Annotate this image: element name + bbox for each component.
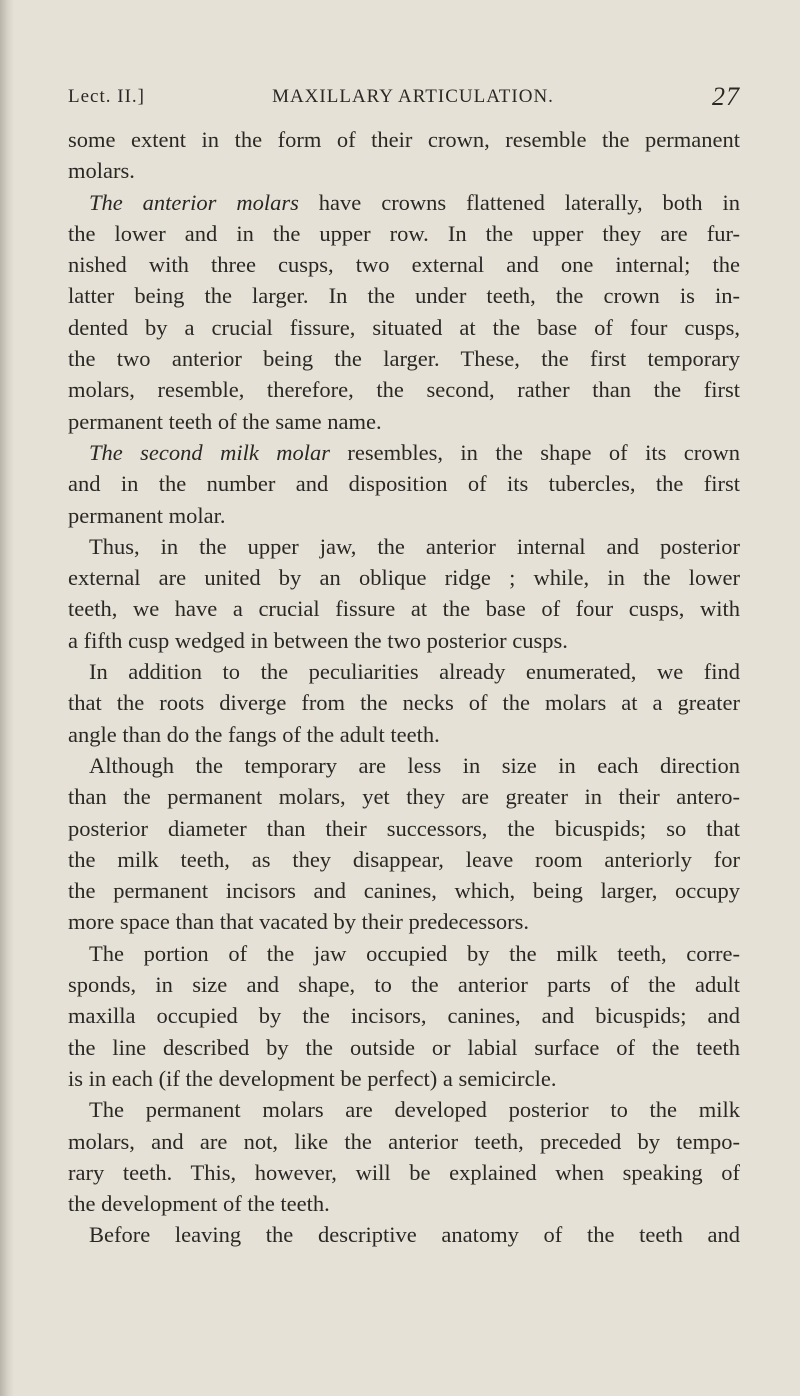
text-line (68, 374, 740, 405)
line-text: sponds, in size and shape, to the anterior parts of the adult (68, 972, 740, 998)
line-text: angle than do the fangs of the adult teeth. (68, 721, 440, 747)
text-line (68, 249, 740, 280)
page-edge-shadow (0, 0, 14, 1396)
line-text: Before leaving the descriptive anatomy of the teeth and (89, 1222, 740, 1248)
text-line (68, 437, 740, 468)
line-text: resembles, in the shape of its crown (330, 439, 740, 465)
line-text: that the roots diverge from the necks of the molars at a greater (68, 690, 740, 716)
line-text: the permanent incisors and canines, which, being larger, occupy (68, 878, 740, 904)
line-text: molars. (68, 158, 135, 184)
text-line (68, 406, 740, 437)
line-text: nished with three cusps, two external and one internal; the (68, 252, 740, 278)
text-line (68, 719, 740, 750)
line-text: molars, resemble, therefore, the second, rather than the first (68, 377, 740, 403)
line-text: teeth, we have a crucial fissure at the base of four cusps, with (68, 596, 740, 622)
line-text: and in the number and disposition of its tubercles, the first (68, 471, 740, 497)
text-line (68, 312, 740, 343)
line-text: permanent molar. (68, 502, 226, 528)
line-text: posterior diameter than their successors, the bicuspids; so that (68, 815, 740, 841)
line-text: some extent in the form of their crown, resemble the permanent (68, 127, 740, 152)
page-number: 27 (712, 82, 740, 111)
line-text: the line described by the outside or labial surface of the teeth (68, 1034, 740, 1060)
text-line (68, 468, 740, 499)
text-line (68, 531, 740, 562)
line-text: the development of the teeth. (68, 1191, 330, 1217)
text-line (68, 1000, 740, 1031)
italic-term: The second milk molar (89, 439, 330, 465)
text-line (68, 562, 740, 593)
text-line (68, 343, 740, 374)
line-text: is in each (if the development be perfect) a semicircle. (68, 1065, 557, 1091)
line-text: the milk teeth, as they disappear, leave room anteriorly for (68, 846, 740, 872)
header-lecture: Lect. II.] (68, 86, 145, 107)
line-text: more space than that vacated by their predecessors. (68, 909, 530, 935)
line-text: latter being the larger. In the under teeth, the crown is in- (68, 283, 740, 309)
text-line (68, 875, 740, 906)
text-line (68, 1094, 740, 1125)
line-text: permanent teeth of the same name. (68, 408, 382, 434)
text-line (68, 1063, 740, 1094)
line-text: a fifth cusp wedged in between the two posterior cusps. (68, 627, 568, 653)
text-line (68, 687, 740, 718)
text-line (68, 500, 740, 531)
text-line (68, 750, 740, 781)
line-text: molars, and are not, like the anterior teeth, preceded by tempo- (68, 1128, 740, 1154)
italic-term: The anterior molars (89, 189, 299, 215)
text-line (68, 656, 740, 687)
line-text: Although the temporary are less in size in each direction (89, 752, 740, 778)
text-line (68, 218, 740, 249)
line-text: the lower and in the upper row. In the upper they are fur- (68, 220, 740, 246)
text-line (68, 844, 740, 875)
line-text: dented by a crucial fissure, situated at the base of four cusps, (68, 314, 740, 340)
text-line (68, 906, 740, 937)
text-line (68, 969, 740, 1000)
text-line (68, 280, 740, 311)
line-text: than the permanent molars, yet they are greater in their antero- (68, 784, 740, 810)
text-line (68, 187, 740, 218)
header-title: MAXILLARY ARTICULATION. (272, 86, 554, 107)
line-text: The permanent molars are developed posterior to the milk (89, 1097, 740, 1123)
text-line (68, 124, 740, 155)
line-text: Thus, in the upper jaw, the anterior internal and posterior (89, 533, 740, 559)
text-line (68, 781, 740, 812)
running-header (68, 82, 740, 116)
text-line (68, 1126, 740, 1157)
line-text: external are united by an oblique ridge ; while, in the lower (68, 565, 740, 591)
line-text: have crowns flattened laterally, both in (298, 189, 740, 215)
text-line (68, 1219, 740, 1250)
text-line (68, 593, 740, 624)
text-line (68, 625, 740, 656)
line-text: the two anterior being the larger. These, the first temporary (68, 346, 740, 372)
text-line (68, 1032, 740, 1063)
text-line (68, 155, 740, 186)
text-line (68, 1188, 740, 1219)
text-line (68, 813, 740, 844)
text-line (68, 938, 740, 969)
line-text: maxilla occupied by the incisors, canines, and bicuspids; and (68, 1003, 740, 1029)
line-text: The portion of the jaw occupied by the milk teeth, corre- (89, 940, 740, 966)
line-text: rary teeth. This, however, will be explained when speaking of (68, 1159, 740, 1185)
line-text: In addition to the peculiarities already enumerated, we find (89, 659, 740, 685)
text-line (68, 1157, 740, 1188)
body-text (68, 124, 740, 1251)
